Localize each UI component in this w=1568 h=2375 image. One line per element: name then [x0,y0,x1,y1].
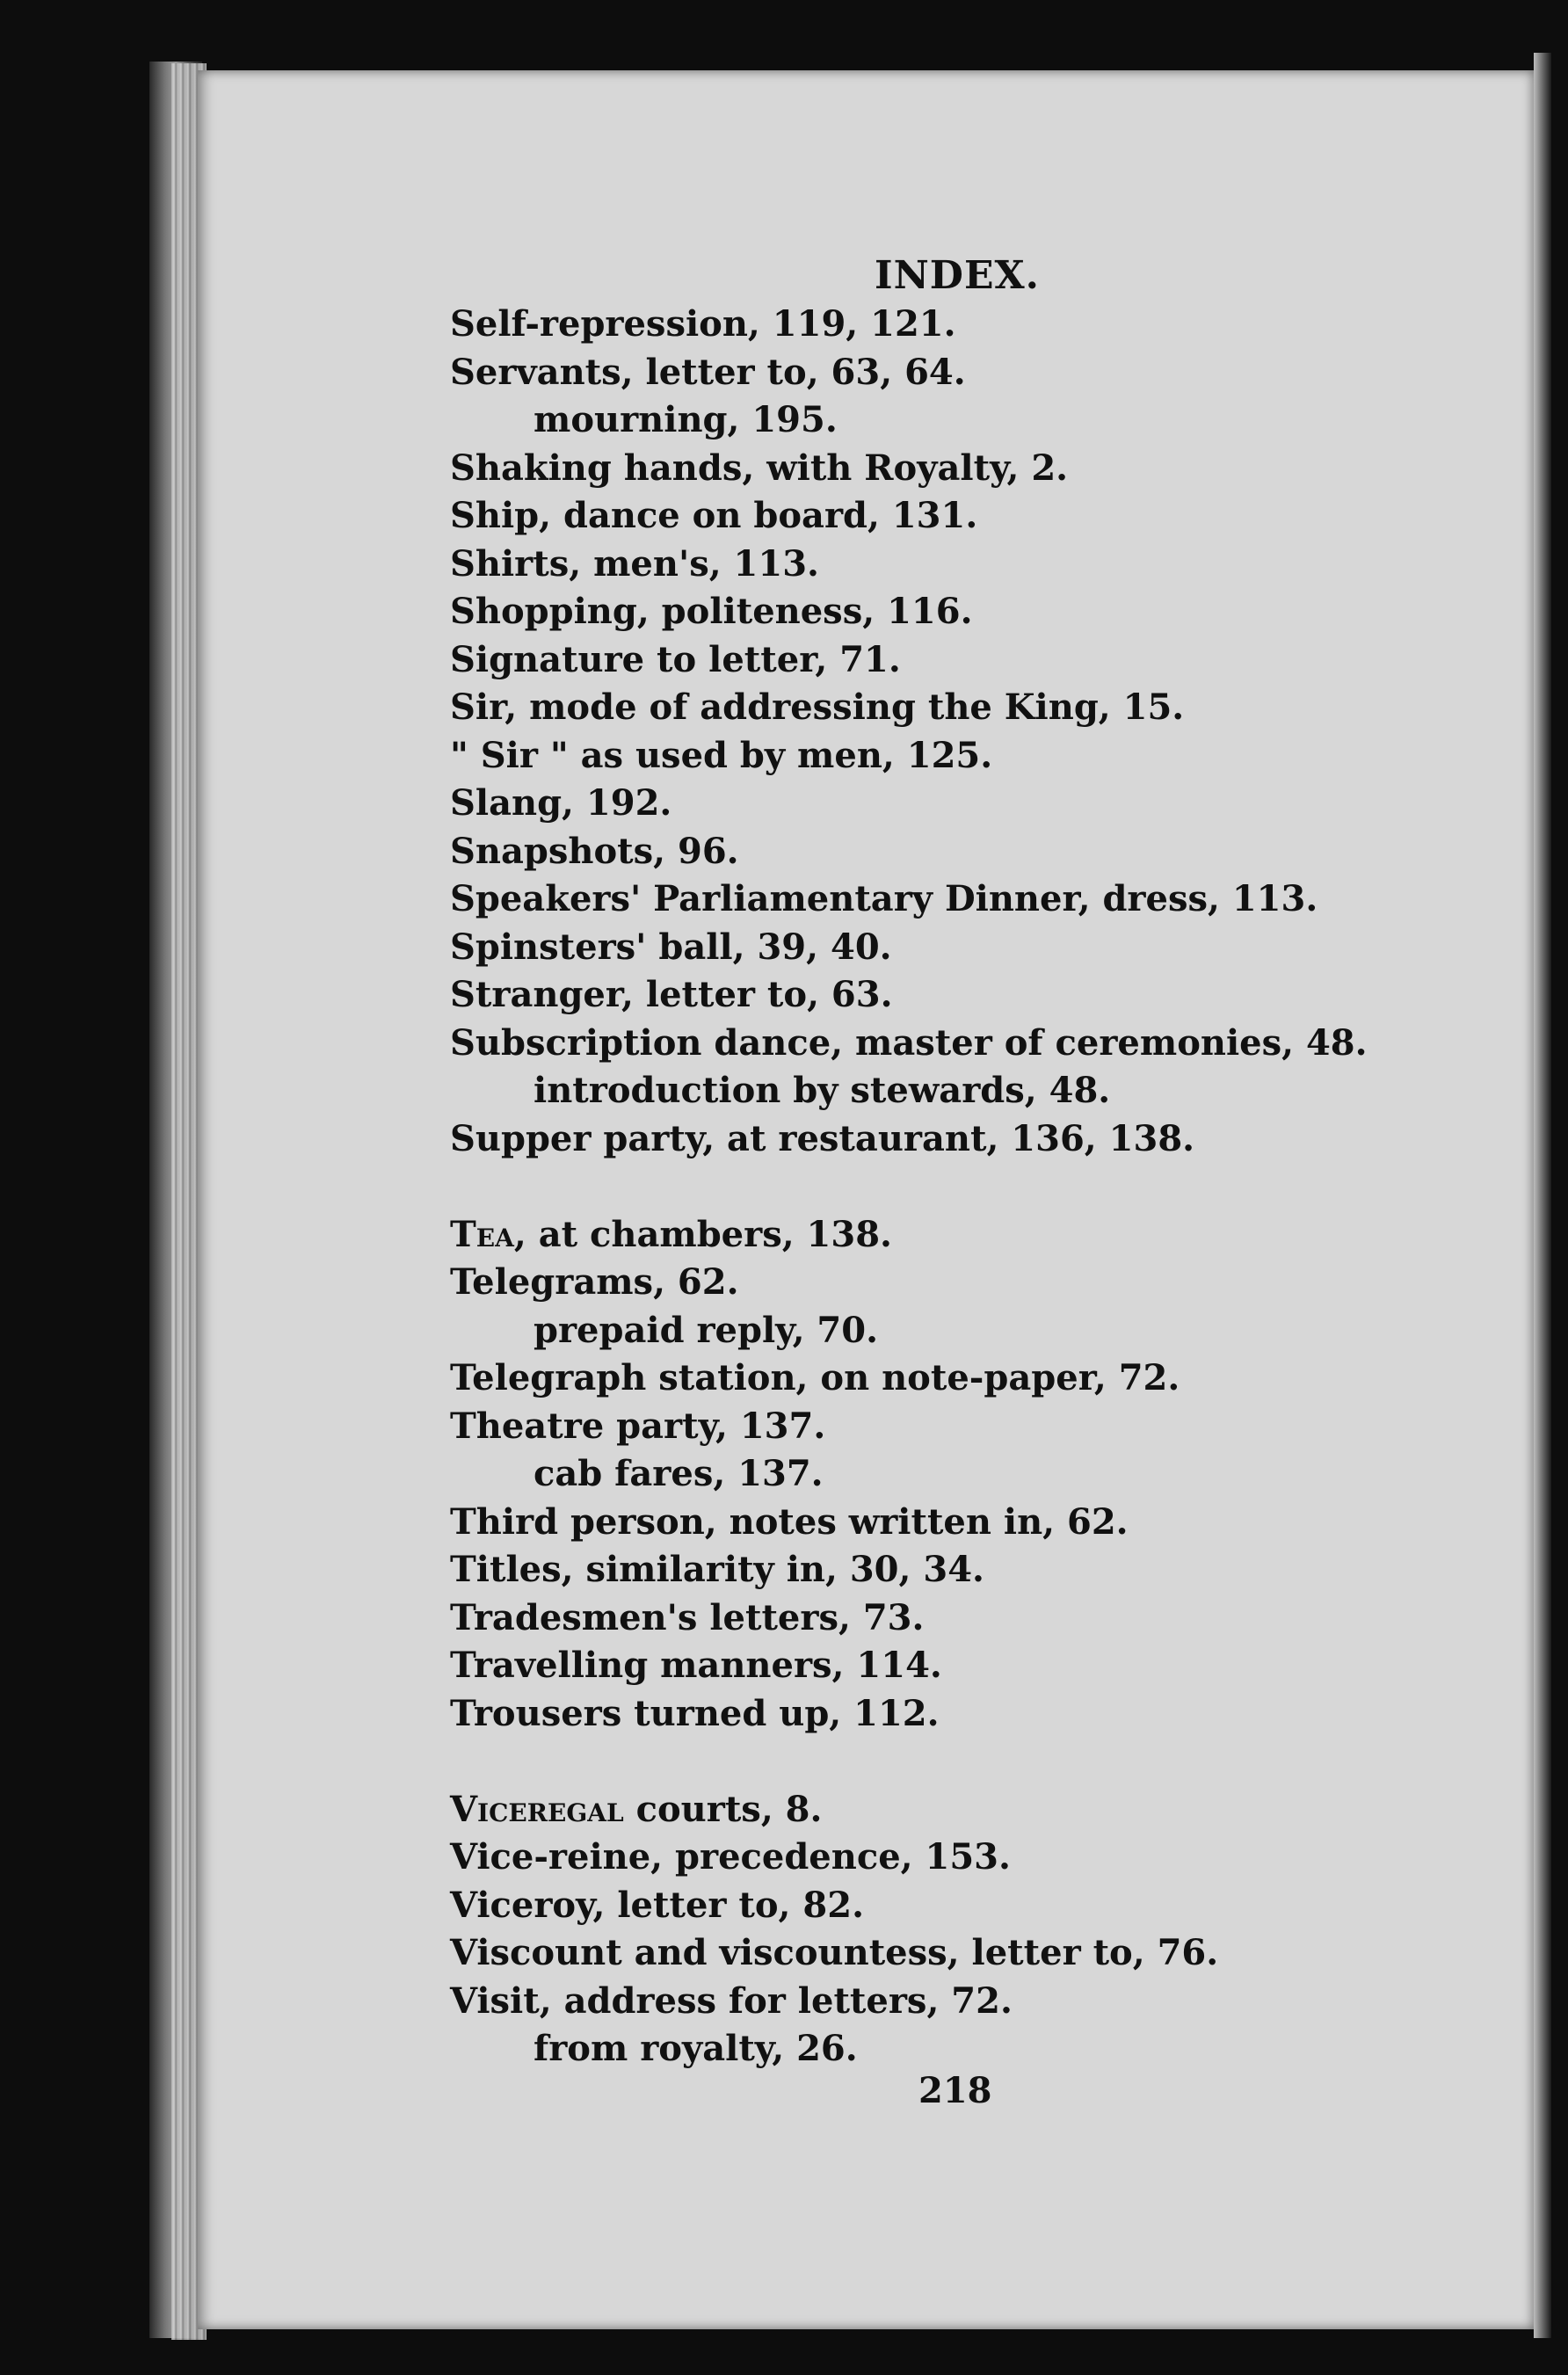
index-entry: Viscount and viscountess, letter to, 76. [450,1932,1219,1973]
section-gap [450,1738,1505,1786]
section-gap [450,1163,1505,1211]
section-lead: Viceregal [450,1788,624,1830]
section-lead: Tea [450,1213,514,1255]
index-entry: Shirts, men's, 113. [450,542,819,585]
index-entry: Ship, dance on board, 131. [450,495,978,536]
index-entry: " Sir " as used by men, 125. [450,734,993,776]
index-entry: Stranger, letter to, 63. [450,974,893,1015]
index-entry: Visit, address for letters, 72. [450,1979,1013,2022]
index-entry: Snapshots, 96. [450,830,739,872]
index-entry: Self-repression, 119, 121. [450,303,956,345]
index-entry: Subscription dance, master of ceremonies, 48. [450,1021,1368,1064]
index-entry [450,1786,1505,1834]
index-entry: Telegrams, 62. [450,1261,739,1303]
index-entry: Theatre party, 137. [450,1405,826,1447]
page-text-area [198,70,1534,2329]
page-number: 218 [918,2070,992,2111]
index-entry: Shopping, politeness, 116. [450,591,973,632]
index-subentry: prepaid reply, 70. [534,1309,879,1351]
running-header: INDEX. [875,253,1040,298]
index-entry: Supper party, at restaurant, 136, 138. [450,1117,1195,1159]
entry-text: , at chambers, 138. [513,1213,892,1255]
index-entries [450,301,1505,2074]
index-entry: Travelling manners, 114. [450,1645,942,1686]
index-entry: Spinsters' ball, 39, 40. [450,926,892,968]
index-entry: Telegraph station, on note-paper, 72. [450,1357,1180,1398]
index-subentry: from royalty, 26. [534,2028,858,2069]
index-entry: Slang, 192. [450,782,672,824]
index-entry: Shaking hands, with Royalty, 2. [450,447,1069,489]
index-entry: Servants, letter to, 63, 64. [450,351,966,393]
index-entry: Vice-reine, precedence, 153. [450,1836,1011,1877]
index-subentry: cab fares, 137. [534,1453,824,1494]
index-entry: Trousers turned up, 112. [450,1692,940,1734]
index-entry: Tradesmen's letters, 73. [450,1596,925,1638]
index-entry: Third person, notes written in, 62. [450,1500,1129,1543]
index-entry: Sir, mode of addressing the King, 15. [450,686,1185,728]
index-entry: Signature to letter, 71. [450,638,901,680]
index-subentry: mourning, 195. [534,399,838,440]
index-entry: Titles, similarity in, 30, 34. [450,1549,984,1590]
book-page [198,70,1534,2329]
index-subentry: introduction by stewards, 48. [534,1070,1111,1111]
entry-text: courts, 8. [623,1788,823,1830]
page-right-edge [1534,53,1551,2338]
index-entry: Speakers' Parliamentary Dinner, dress, 113. [450,878,1318,919]
index-entry: Viceroy, letter to, 82. [450,1884,864,1926]
index-entry [450,1211,1505,1260]
